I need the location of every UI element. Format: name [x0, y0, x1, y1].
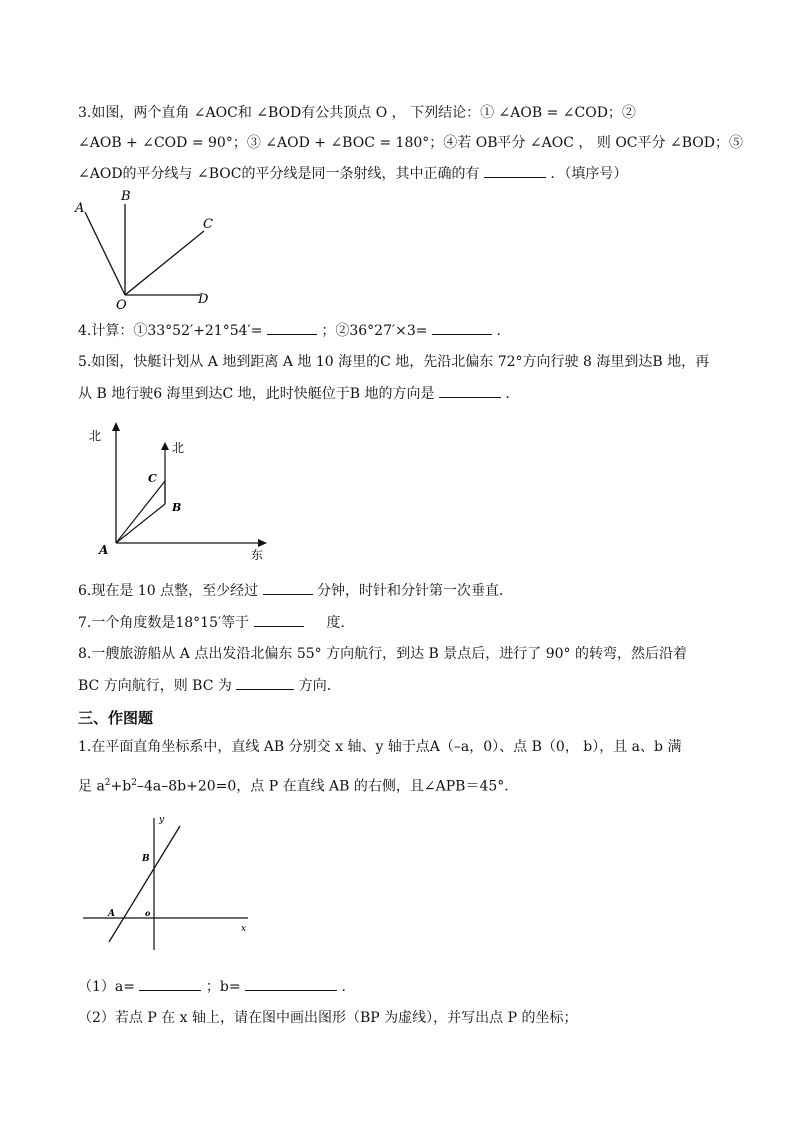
q3-line-1: 3.如图，两个直角 ∠AOC和 ∠BOD有公共顶点 O ， 下列结论：① ∠AOB = ∠COD；②	[78, 105, 636, 121]
q4-answer-blank-1[interactable]	[267, 320, 317, 335]
q5-fig-label-north-1: 北	[89, 429, 102, 443]
q3-line-3-text: ∠AOD的平分线与 ∠BOC的平分线是同一条射线，其中正确的有	[78, 166, 480, 182]
p1-line-2-text-2: +b	[110, 778, 132, 795]
p1-line-2-text-1: 足 a	[78, 778, 105, 795]
q7-text-2: 度．	[326, 615, 355, 631]
p1-sub-1-text-2: ；b=	[205, 979, 241, 995]
q3-fig-label-c: C	[203, 217, 213, 232]
p1-sub-1-text-1: （1）a=	[78, 979, 135, 995]
q5-line-2	[78, 383, 510, 404]
q5-line-2-suffix: .	[505, 386, 510, 402]
q3-line-3	[78, 163, 627, 184]
q4-line	[78, 320, 510, 341]
q8-line-2-text: BC 方向航行，则 BC 为	[78, 678, 237, 694]
q8-line-2	[78, 675, 341, 696]
q6-answer-blank[interactable]	[263, 580, 313, 595]
q8-answer-blank[interactable]	[236, 675, 294, 690]
q7-answer-blank[interactable]	[254, 612, 304, 627]
p1-sub-1	[78, 976, 356, 997]
q8-line-1: 8.一艘旅游船从 A 点出发沿北偏东 55° 方向航行，到达 B 景点后，进行了 90° 的转弯，然后沿着	[78, 646, 687, 662]
q8-line-2-suffix: 方向．	[298, 678, 341, 694]
q5-answer-blank[interactable]	[439, 383, 501, 398]
q5-direction-figure	[86, 418, 286, 564]
q3-fig-label-a: A	[75, 201, 85, 216]
q3-fig-label-d: D	[198, 292, 209, 307]
q4-text-3: ．	[496, 323, 511, 339]
q3-line-3-suffix: ．（填序号）	[550, 166, 628, 182]
p1-coordinate-figure	[80, 810, 260, 960]
p1-sub-1-text-3: ．	[341, 979, 356, 995]
q6-line	[78, 580, 513, 601]
q5-fig-label-east: 东	[251, 548, 264, 562]
p1-sub-2: （2）若点 P 在 x 轴上，请在图中画出图形（BP 为虚线），并写出点 P 的坐标；	[78, 1010, 578, 1026]
p1-line-2-sup-2: 2	[131, 778, 137, 788]
q3-fig-label-b: B	[121, 189, 131, 204]
p1-line-2	[78, 773, 518, 797]
q5-line-2-text: 从 B 地行驶6 海里到达C 地，此时快艇位于B 地的方向是	[78, 386, 435, 402]
q7-line	[78, 612, 355, 633]
q3-line-2: ∠AOB + ∠COD = 90°；③ ∠AOD + ∠BOC = 180°；④若 OB平分 ∠AOC ， 则 OC平分 ∠BOD；⑤	[78, 135, 743, 151]
p1-answer-blank-a[interactable]	[139, 976, 201, 991]
q6-text-1: 6.现在是 10 点整，至少经过	[78, 583, 263, 599]
q3-answer-blank[interactable]	[484, 163, 546, 178]
p1-fig-label-b: B	[142, 854, 150, 864]
q6-text-2: 分钟，时针和分针第一次垂直．	[316, 583, 513, 599]
p1-fig-label-origin: o	[145, 908, 151, 918]
q5-fig-label-a: A	[99, 543, 109, 557]
q4-text-2: ；②36°27′×3=	[321, 323, 432, 339]
q5-fig-label-c: C	[148, 472, 157, 485]
q4-text-1: 4.计算：①33°52′+21°54′=	[78, 323, 267, 339]
section-heading-drawing: 三、作图题	[78, 709, 154, 727]
p1-fig-label-x: x	[241, 924, 247, 934]
p1-answer-blank-b[interactable]	[245, 976, 337, 991]
q5-fig-label-north-2: 北	[172, 441, 185, 455]
q7-text-1: 7.一个角度数是18°15′等于	[78, 615, 254, 631]
p1-fig-label-a: A	[108, 909, 115, 919]
p1-line-2-text-3: –4a–8b+20=0，点 P 在直线 AB 的右侧，且∠APB＝45°．	[136, 778, 519, 795]
q5-fig-label-b: B	[172, 501, 182, 514]
q3-angle-figure	[70, 186, 230, 316]
q4-answer-blank-2[interactable]	[432, 320, 492, 335]
q5-line-1: 5.如图，快艇计划从 A 地到距离 A 地 10 海里的C 地，先沿北偏东 72°方向行驶 8 海里到达B 地，再	[78, 354, 710, 370]
p1-line-2-sup-1: 2	[104, 778, 111, 788]
p1-fig-label-y: y	[159, 815, 165, 825]
p1-line-1: 1.在平面直角坐标系中，直线 AB 分别交 x 轴、y 轴于点A（–a，0）、点 B（0， b），且 a、b 满	[78, 739, 682, 755]
q3-fig-label-o: O	[116, 298, 127, 313]
